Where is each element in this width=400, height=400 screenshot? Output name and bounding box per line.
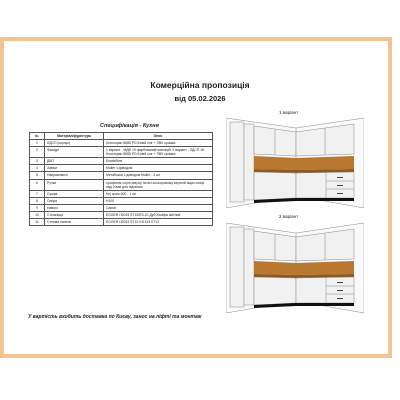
kitchen-render-variant-2	[226, 221, 364, 317]
variant-2-label: 2 варіант	[279, 214, 299, 219]
base-cabinets-right	[296, 172, 354, 198]
spec-row-material: Сушка	[45, 190, 104, 197]
base-cabinets-right	[296, 277, 354, 303]
kitchen-render-variant-1	[226, 116, 364, 212]
spec-row	[30, 165, 213, 172]
base-cabinets-left	[254, 172, 296, 200]
drawer-handle	[337, 193, 343, 194]
spec-row-material: Навіси	[45, 204, 104, 211]
spec-row	[30, 179, 213, 190]
wood-wall-panel-right	[296, 156, 354, 170]
spec-row	[30, 197, 213, 204]
spec-row-description: Camar	[104, 204, 213, 211]
spec-row	[30, 219, 213, 226]
spec-col-material: Матеріал/фурнітура	[45, 133, 104, 140]
spec-row-num: 7	[30, 190, 45, 197]
spec-row-material: Фасади	[45, 147, 104, 158]
drawer-handle	[337, 177, 343, 178]
spec-row	[30, 140, 213, 147]
delivery-note: У вартість входить доставка по Києву, занос на ліфті та монтаж	[28, 314, 202, 320]
tall-cabinet-side	[244, 124, 254, 200]
spec-row-num: 3	[30, 158, 45, 165]
spec-row	[30, 211, 213, 218]
spec-header-row	[30, 133, 213, 140]
spec-row-material: ДВП	[45, 158, 104, 165]
spec-row	[30, 158, 213, 165]
spec-table	[29, 132, 213, 226]
tall-cabinet	[230, 227, 244, 307]
tall-cabinet	[230, 122, 244, 202]
spec-row-description: профілем чорні зверху на всі кольоровому верхній ящик секції над 20мм для підсвітки	[104, 179, 213, 190]
tall-cabinet-side	[244, 229, 254, 305]
spec-row-num: 6	[30, 179, 45, 190]
spec-row-material: Опори	[45, 197, 104, 204]
spec-row	[30, 204, 213, 211]
spec-row-num: 4	[30, 165, 45, 172]
page-title: Комерційна пропозиція	[150, 80, 250, 90]
spec-row-material: ЛДСП (корпус)	[45, 140, 104, 147]
spec-row-description: Muller з доводом	[104, 165, 213, 172]
spec-row-description: H100	[104, 197, 213, 204]
spec-row-description: Kronospan 8685 PD Білий сніг + ПВХ кромка	[104, 140, 213, 147]
spec-row-material: Ручки	[45, 179, 104, 190]
spec-row-description: Kej хром 600 - 1 шт	[104, 190, 213, 197]
spec-row-num: 9	[30, 204, 45, 211]
spec-col-num: №	[30, 133, 45, 140]
wood-wall-panel-right	[296, 261, 354, 275]
drawer-handle	[337, 185, 343, 186]
spec-row-num: 11	[30, 219, 45, 226]
spec-row-description: Білий/біле	[104, 158, 213, 165]
spec-row	[30, 147, 213, 158]
drawer-handle	[337, 282, 343, 283]
drawer-handle	[337, 290, 343, 291]
spec-row-num: 2	[30, 147, 45, 158]
spec-row-description: EGGER H2033 ST10/R3-10 Дуб Халіфа світлий	[104, 211, 213, 218]
spec-row-description: 1 варіант - МДФ 19 фарбований матовий; 2 варіант - ЛДСП 18 Kronospan 8685 PD Білий сніг + ПВХ кромка	[104, 147, 213, 158]
base-cabinets-left	[254, 277, 296, 305]
spec-title: Специфікація - Кухня	[100, 123, 159, 129]
spec-row-material: Стінова панель	[45, 219, 104, 226]
spec-row-num: 10	[30, 211, 45, 218]
spec-row	[30, 172, 213, 179]
spec-row-description: Метабокси з доводом Muller - 3 шт	[104, 172, 213, 179]
spec-row-material: Стільниця	[45, 211, 104, 218]
spec-col-description: Опис	[104, 133, 213, 140]
spec-row-material: Завіси	[45, 165, 104, 172]
spec-row-material: Направляючі	[45, 172, 104, 179]
variant-1-label: 1 варіант	[279, 110, 299, 115]
page-date: від 05.02.2026	[174, 94, 226, 103]
spec-row-num: 8	[30, 197, 45, 204]
spec-row-num: 5	[30, 172, 45, 179]
drawer-handle	[337, 298, 343, 299]
spec-row-description: EGGER H2033 ST10 /H2133 ST12	[104, 219, 213, 226]
wood-wall-panel-left	[254, 261, 296, 275]
spec-row	[30, 190, 213, 197]
spec-row-num: 1	[30, 140, 45, 147]
wood-wall-panel-left	[254, 156, 296, 170]
